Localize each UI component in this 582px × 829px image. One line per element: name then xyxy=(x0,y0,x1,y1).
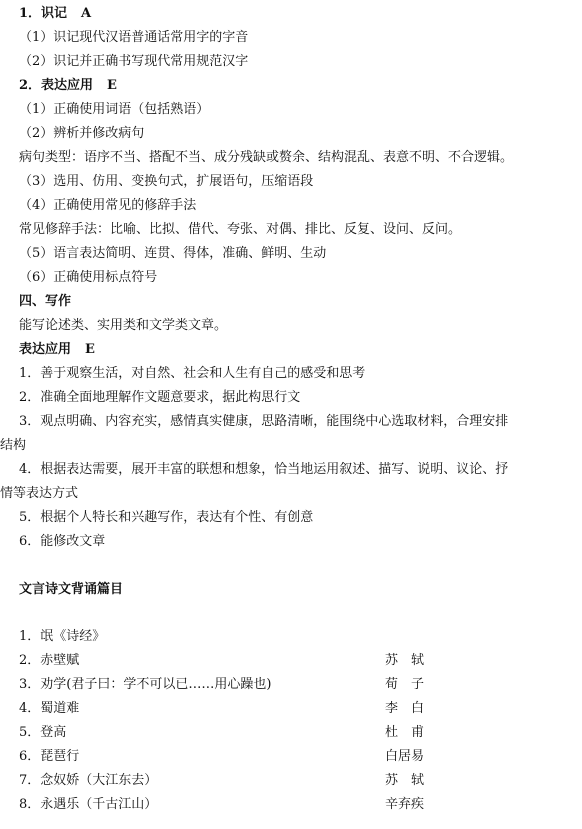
section-2-item-3: （3）选用、仿用、变换句式，扩展语句，压缩语段 xyxy=(19,174,314,189)
work-author-8: 辛弃疾 xyxy=(385,797,425,812)
section-2-title: 2．表达应用 xyxy=(19,78,94,93)
work-author-5: 杜 甫 xyxy=(385,725,425,740)
writing-item-4-line-1: 4．根据表达需要，展开丰富的联想和想象，恰当地运用叙述、描写、说明、议论、抒 xyxy=(19,462,509,477)
section-2-item-5: （5）语言表达简明、连贯、得体，准确、鲜明、生动 xyxy=(19,246,327,261)
section-2-item-1: （1）正确使用词语（包括熟语） xyxy=(19,102,210,117)
writing-item-2: 2．准确全面地理解作文题意要求，据此构思行文 xyxy=(19,390,301,405)
writing-item-1: 1．善于观察生活，对自然、社会和人生有自己的感受和思考 xyxy=(19,366,366,381)
writing-heading: 四、写作 xyxy=(19,294,72,309)
work-title-5: 5．登高 xyxy=(19,725,67,740)
section-2-note-2: 常见修辞手法：比喻、比拟、借代、夸张、对偶、排比、反复、设问、反问。 xyxy=(19,222,462,237)
writing-sub-title: 表达应用 xyxy=(19,342,72,357)
work-title-4: 4．蜀道难 xyxy=(19,701,80,716)
work-author-4: 李 白 xyxy=(385,701,425,716)
work-title-8: 8．永遇乐（千古江山） xyxy=(19,797,158,812)
section-2-note-1: 病句类型：语序不当、搭配不当、成分残缺或赘余、结构混乱、表意不明、不合逻辑。 xyxy=(19,150,514,165)
section-1-heading xyxy=(19,4,91,24)
section-1-item-1: （1）识记现代汉语普通话常用字的字音 xyxy=(19,30,249,45)
work-title-2: 2．赤壁赋 xyxy=(19,653,80,668)
section-2-item-2: （2）辨析并修改病句 xyxy=(19,126,145,141)
writing-item-6: 6．能修改文章 xyxy=(19,534,106,549)
work-author-2: 苏 轼 xyxy=(385,653,425,668)
section-2-item-4: （4）正确使用常见的修辞手法 xyxy=(19,198,197,213)
writing-sub-heading xyxy=(19,340,95,360)
writing-item-3-line-1: 3．观点明确、内容充实，感情真实健康，思路清晰，能围绕中心选取材料，合理安排 xyxy=(19,414,509,429)
writing-intro: 能写论述类、实用类和文学类文章。 xyxy=(19,318,228,333)
work-title-6: 6．琵琶行 xyxy=(19,749,80,764)
work-author-3: 荀 子 xyxy=(385,677,425,692)
work-author-6: 白居易 xyxy=(385,749,425,764)
writing-item-3-line-2: 结构 xyxy=(0,438,27,453)
section-2-level: E xyxy=(107,78,117,93)
writing-item-4-line-2: 情等表达方式 xyxy=(0,486,79,501)
section-2-heading xyxy=(19,76,117,96)
work-author-7: 苏 轼 xyxy=(385,773,425,788)
writing-sub-level: E xyxy=(85,342,95,357)
work-title-7: 7．念奴娇（大江东去） xyxy=(19,773,158,788)
recitation-heading: 文言诗文背诵篇目 xyxy=(19,582,124,597)
section-2-item-6: （6）正确使用标点符号 xyxy=(19,270,158,285)
writing-item-5: 5．根据个人特长和兴趣写作，表达有个性、有创意 xyxy=(19,510,314,525)
section-1-level: A xyxy=(81,6,92,21)
section-1-title: 1．识记 xyxy=(19,6,68,21)
work-title-3: 3．劝学(君子曰：学不可以已……用心躁也) xyxy=(19,677,272,692)
work-title-1: 1．氓《诗经》 xyxy=(19,629,106,644)
section-1-item-2: （2）识记并正确书写现代常用规范汉字 xyxy=(19,54,249,69)
